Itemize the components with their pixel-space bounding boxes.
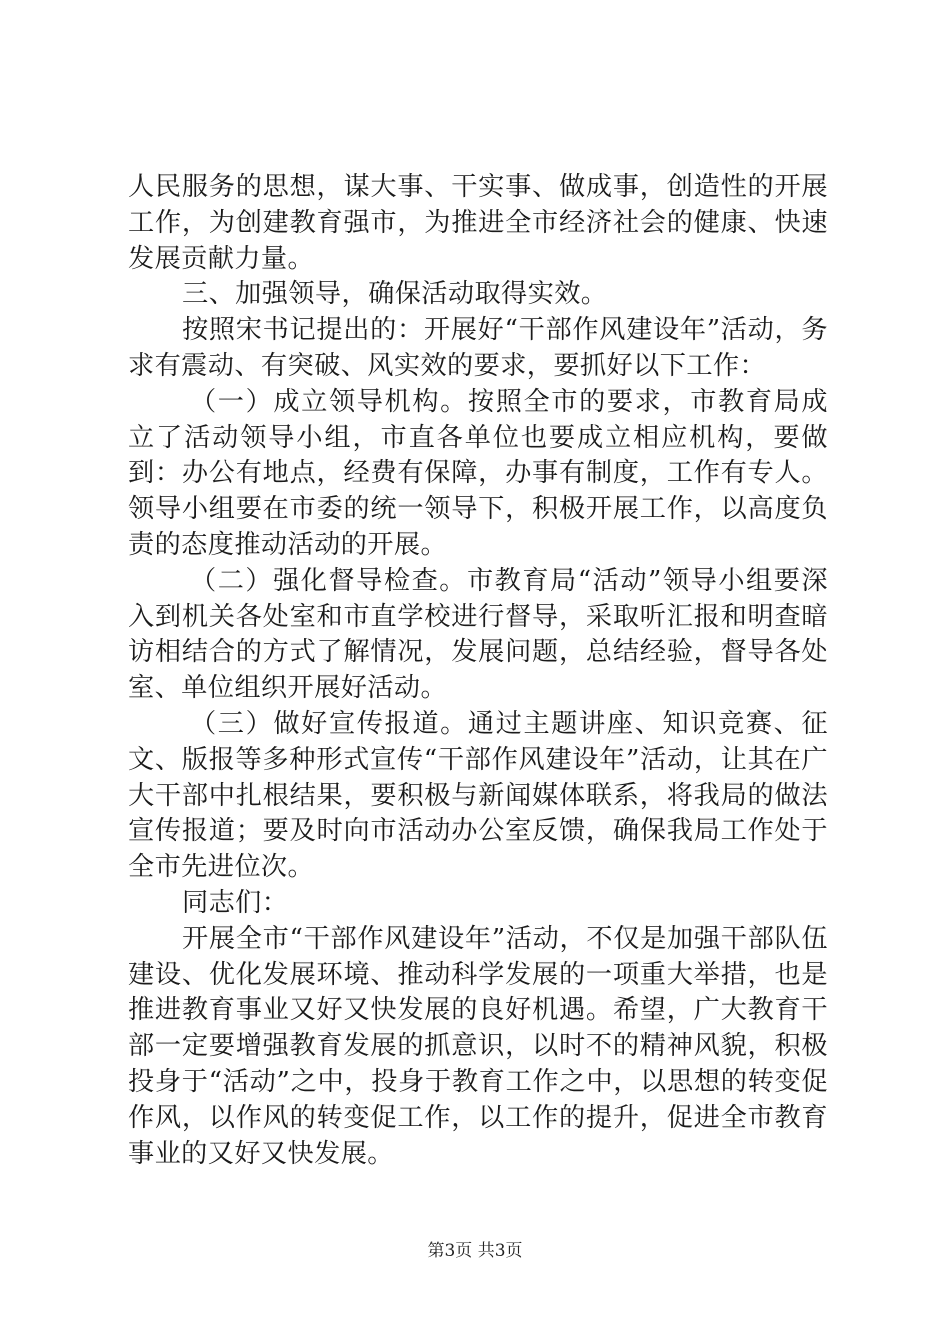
section-heading-3: 三、加强领导，确保活动取得实效。 [182,279,608,310]
page-number-footer: 第3页 共3页 [427,1241,523,1261]
paragraph-continuation: 人民服务的思想，谋大事、干实事、做成事，创造性的开展工作，为创建教育强市，为推进全市经济社会的健康、快速发展贡献力量。 [128,172,828,274]
document-body [128,170,828,1172]
paragraph-salutation: 同志们： [182,887,289,918]
paragraph-requirements: 按照宋书记提出的：开展好“干部作风建设年”活动，务求有震动、有突破、风实效的要求，要抓好以下工作： [128,315,828,381]
paragraph-item-3: （三）做好宣传报道。通过主题讲座、知识竞赛、征文、版报等多种形式宣传“干部作风建设年”活动，让其在广大干部中扎根结果，要积极与新闻媒体联系，将我局的做法宣传报道；要及时向市活动办公室反馈，确保我局工作处于全市先进位次。 [128,708,828,883]
paragraph-item-1: （一）成立领导机构。按照全市的要求，市教育局成立了活动领导小组，市直各单位也要成立相应机构，要做到：办公有地点，经费有保障，办事有制度，工作有专人。领导小组要在市委的统一领导下，积极开展工作，以高度负责的态度推动活动的开展。 [128,386,828,560]
paragraph-item-2: （二）强化督导检查。市教育局“活动”领导小组要深入到机关各处室和市直学校进行督导，采取听汇报和明查暗访相结合的方式了解情况，发展问题，总结经验，督导各处室、单位组织开展好活动。 [128,565,828,704]
paragraph-closing: 开展全市“干部作风建设年”活动，不仅是加强干部队伍建设、优化发展环境、推动科学发展的一项重大举措，也是推进教育事业又好又快发展的良好机遇。希望，广大教育干部一定要增强教育发展的抓意识，以时不的精神风貌，积极投身于“活动”之中，投身于教育工作之中，以思想的转变促作风，以作风的转变促工作，以工作的提升，促进全市教育事业的又好又快发展。 [128,923,828,1169]
